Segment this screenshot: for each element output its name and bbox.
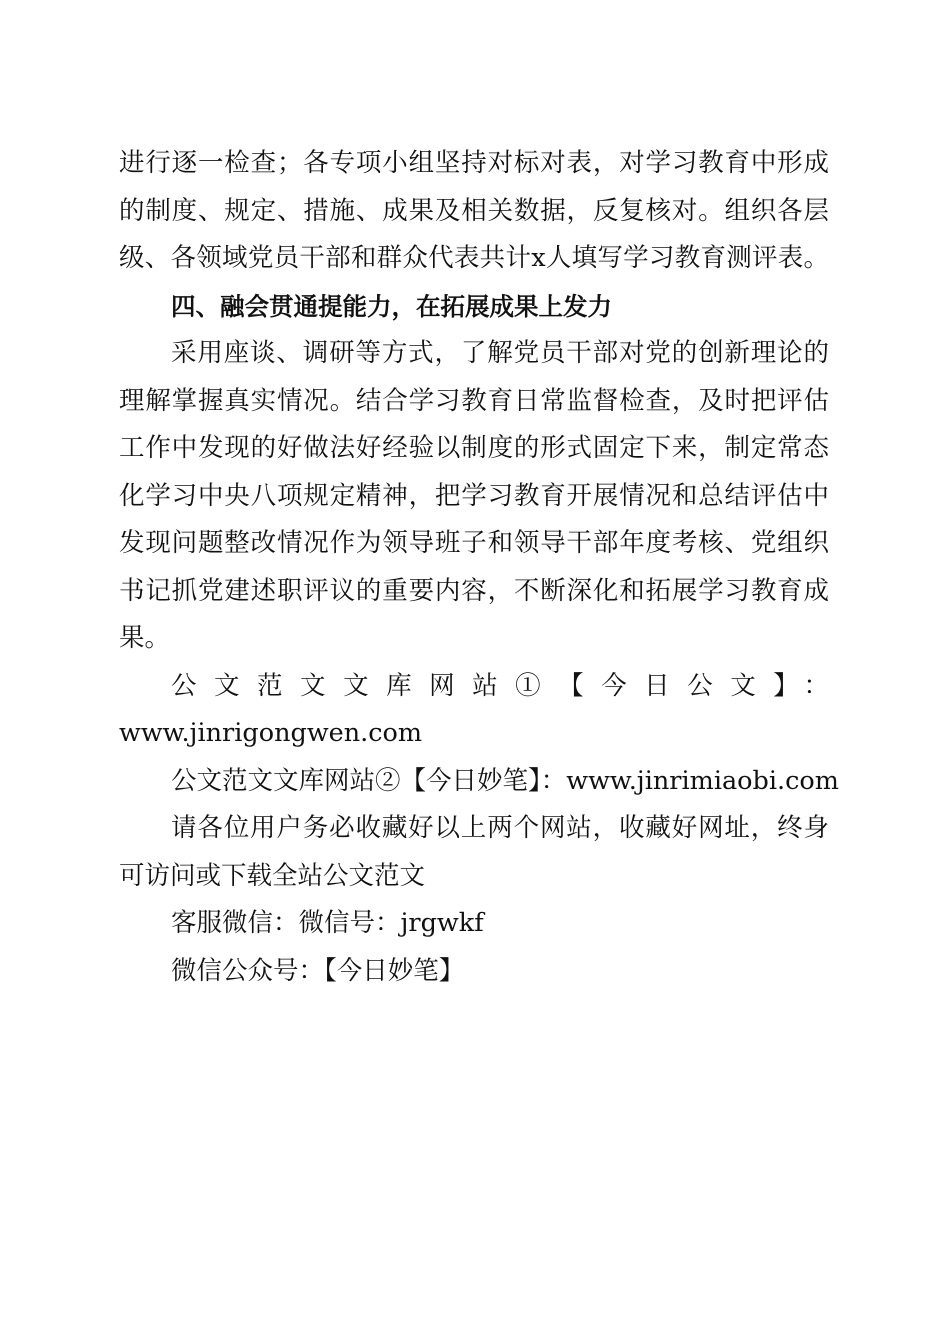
customer-service-wechat: 客服微信：微信号：jrgwkf (171, 908, 484, 938)
paragraph-line: 果。 (119, 623, 171, 653)
paragraph-intro (119, 140, 829, 283)
reminder-line: 可访问或下载全站公文范文 (119, 860, 426, 891)
paragraph-line: 化学习中央八项规定精神，把学习教育开展情况和总结评估中 (119, 480, 829, 511)
site1-label: 公文范文文库网站①【今日公文】： (171, 670, 829, 701)
site2-line[interactable]: 公文范文文库网站②【今日妙笔】：www.jinrimiaobi.com (171, 765, 839, 796)
section-heading: 四、融会贯通提能力，在拓展成果上发力 (171, 291, 612, 321)
reminder-line: 请各位用户务必收藏好以上两个网站，收藏好网址，终身 (171, 813, 829, 843)
footer-notes (119, 663, 839, 996)
paragraph-line: 书记抓党建述职评议的重要内容，不断深化和拓展学习教育成 (119, 575, 829, 606)
paragraph-line: 采用座谈、调研等方式，了解党员干部对党的创新理论的 (171, 338, 829, 368)
paragraph-line: 进行逐一检查；各专项小组坚持对标对表，对学习教育中形成 (119, 148, 829, 178)
paragraph-line: 发现问题整改情况作为领导班子和领导干部年度考核、党组织 (119, 528, 829, 558)
site1-url[interactable]: www.jinrigongwen.com (119, 718, 423, 748)
wechat-official-account: 微信公众号：【今日妙笔】 (171, 955, 465, 986)
paragraph-line: 的制度、规定、措施、成果及相关数据，反复核对。组织各层 (119, 195, 829, 226)
paragraph-line: 理解掌握真实情况。结合学习教育日常监督检查，及时把评估 (119, 385, 829, 416)
paragraph-section-four (119, 330, 829, 663)
document-body (119, 140, 839, 995)
paragraph-line: 级、各领域党员干部和群众代表共计x人填写学习教育测评表。 (119, 243, 829, 273)
paragraph-line: 工作中发现的好做法好经验以制度的形式固定下来，制定常态 (119, 433, 829, 463)
